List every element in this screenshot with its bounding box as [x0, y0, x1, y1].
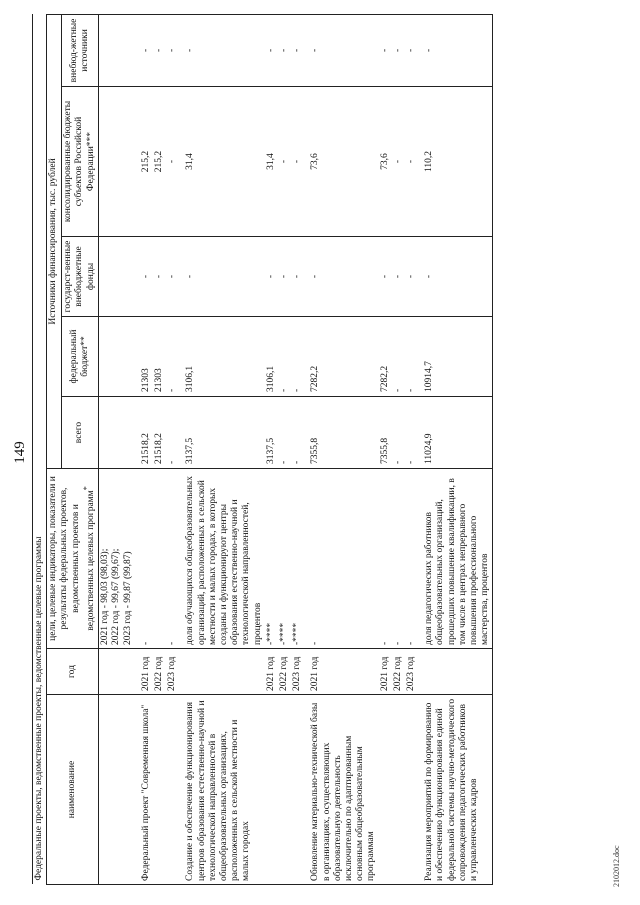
row-federal: 10914,7	[418, 317, 493, 397]
row-name: Реализация мероприятий по формированию и обеспечению функционирования единой федеральной системы научно-методического сопровождения педагогических работников и управленческих кадров	[418, 695, 493, 885]
row-indicator: доля педагогических работников общеобразовательных организаций, прошедших повышение квалификации, в том числе в центрах непрерывного повышения профессионального мастерства, процентов	[418, 469, 493, 649]
row-name	[405, 695, 418, 885]
row-extra: -	[405, 14, 418, 86]
row-total: -	[392, 397, 405, 469]
header-name: наименование	[47, 695, 99, 885]
row-name: Обновление материально-технической базы в организациях, осуществляющих образовательную деятельность исключительно по адаптированным основным общеобразовательным программам	[304, 695, 378, 885]
table-row	[304, 14, 378, 884]
row-total: 3137,5	[265, 397, 278, 469]
row-total: 3137,5	[179, 397, 264, 469]
header-federal: федеральный бюджет**	[61, 317, 98, 397]
row-name	[291, 695, 304, 885]
row-total: -	[166, 397, 179, 469]
row-state-funds: -	[405, 237, 418, 317]
row-regional: -	[405, 87, 418, 237]
row-state-funds: -	[291, 237, 304, 317]
row-state-funds: -	[265, 237, 278, 317]
row-extra: -	[166, 14, 179, 86]
row-indicator: -****	[265, 469, 278, 649]
table-row	[278, 14, 291, 884]
row-total: -	[278, 397, 291, 469]
row-name	[99, 695, 135, 885]
row-regional: 110,2	[418, 87, 493, 237]
table-title-row	[33, 14, 47, 884]
row-indicator: 2021 год - 98,03 (98,03); 2022 год - 99,67 (99,67); 2023 год - 99,87 (99,87)	[99, 469, 135, 649]
table-row	[99, 14, 135, 884]
row-extra: -	[379, 14, 392, 86]
row-name	[379, 695, 392, 885]
row-indicator: -	[135, 469, 153, 649]
row-federal: -	[405, 317, 418, 397]
row-state-funds: -	[166, 237, 179, 317]
row-federal	[99, 317, 135, 397]
row-federal: -	[166, 317, 179, 397]
row-state-funds: -	[379, 237, 392, 317]
table-row	[265, 14, 278, 884]
row-extra: -	[135, 14, 153, 86]
row-regional: 215,2	[135, 87, 153, 237]
row-extra: -	[392, 14, 405, 86]
row-extra: -	[179, 14, 264, 86]
row-indicator: доля обучающихся общеобразовательных организаций, расположенных в сельской местности и малых городах, в которых созданы и функционируют центры образования естественно-научной и технологической направленностей, процентов	[179, 469, 264, 649]
header-state-funds: государст-венные внебюджетные фонды	[61, 237, 98, 317]
row-year: 2022 год	[392, 649, 405, 695]
financing-table	[32, 14, 493, 885]
row-regional: 73,6	[379, 87, 392, 237]
row-total: -	[405, 397, 418, 469]
table-row	[392, 14, 405, 884]
row-year: 2021 год	[135, 649, 153, 695]
header-indicators-mark: *	[81, 486, 91, 491]
row-total: 21518,2	[153, 397, 166, 469]
header-indicators-text: цели, целевые индикаторы, показатели и результаты федеральных проектов, ведомственных проектов и ведомственных целевых программ	[48, 476, 96, 641]
header-regional: консолидированные бюджеты субъектов Российской Федерации***	[61, 87, 98, 237]
row-state-funds: -	[153, 237, 166, 317]
row-year	[179, 649, 264, 695]
row-extra: -	[304, 14, 378, 86]
row-regional: 73,6	[304, 87, 378, 237]
header-year: год	[47, 649, 99, 695]
row-total: 11024,9	[418, 397, 493, 469]
row-total: 7355,8	[304, 397, 378, 469]
row-state-funds: -	[278, 237, 291, 317]
row-total: -	[291, 397, 304, 469]
row-name	[392, 695, 405, 885]
row-name: Создание и обеспечение функционирования центров образования естественно-научной и технологической направленностей в общеобразовательных организациях, расположенных в сельской местности и малых городах	[179, 695, 264, 885]
header-financing: Источники финансирования, тыс. рублей	[47, 14, 62, 468]
row-extra: -	[291, 14, 304, 86]
header-indicators	[47, 469, 99, 649]
table-row	[418, 14, 493, 884]
row-name	[153, 695, 166, 885]
row-state-funds	[99, 237, 135, 317]
row-federal: 3106,1	[179, 317, 264, 397]
table-row	[166, 14, 179, 884]
row-total: 21518,2	[135, 397, 153, 469]
row-year: 2023 год	[405, 649, 418, 695]
row-indicator	[153, 469, 166, 649]
row-year: 2021 год	[304, 649, 378, 695]
page-number: 149	[12, 441, 28, 464]
row-state-funds: -	[418, 237, 493, 317]
row-extra: -	[278, 14, 291, 86]
table-row	[405, 14, 418, 884]
table-row	[179, 14, 264, 884]
row-indicator: -	[405, 469, 418, 649]
header-extra: внебюд-жетные источники	[61, 14, 98, 86]
row-regional: 215,2	[153, 87, 166, 237]
row-indicator: -	[392, 469, 405, 649]
row-indicator: -	[304, 469, 378, 649]
row-regional: -	[278, 87, 291, 237]
row-regional: -	[392, 87, 405, 237]
row-year: 2022 год	[153, 649, 166, 695]
row-indicator: -****	[278, 469, 291, 649]
row-year: 2021 год	[265, 649, 278, 695]
row-state-funds: -	[135, 237, 153, 317]
row-year: 2023 год	[166, 649, 179, 695]
row-regional: 31,4	[179, 87, 264, 237]
row-federal: -	[278, 317, 291, 397]
file-name: 2102012.doc	[612, 845, 621, 887]
row-federal: 21303	[153, 317, 166, 397]
row-state-funds: -	[392, 237, 405, 317]
row-extra: -	[418, 14, 493, 86]
row-regional: -	[291, 87, 304, 237]
table-title: Федеральные проекты, ведомственные проекты, ведомственные целевые программы	[33, 14, 47, 884]
row-regional	[99, 87, 135, 237]
row-total: 7355,8	[379, 397, 392, 469]
row-federal: -	[291, 317, 304, 397]
table-row	[379, 14, 392, 884]
row-regional: -	[166, 87, 179, 237]
row-name	[265, 695, 278, 885]
row-name	[166, 695, 179, 885]
row-regional: 31,4	[265, 87, 278, 237]
header-row-1	[47, 14, 62, 884]
row-extra	[99, 14, 135, 86]
row-year	[418, 649, 493, 695]
row-year: 2023 год	[291, 649, 304, 695]
row-year	[99, 649, 135, 695]
table-row	[153, 14, 166, 884]
row-indicator: -	[379, 469, 392, 649]
row-federal: -	[392, 317, 405, 397]
row-name	[278, 695, 291, 885]
table-row	[135, 14, 153, 884]
row-name: Федеральный проект "Современная школа"	[135, 695, 153, 885]
row-extra: -	[265, 14, 278, 86]
row-indicator: -****	[291, 469, 304, 649]
row-federal: 21303	[135, 317, 153, 397]
table-body	[99, 14, 493, 884]
row-total	[99, 397, 135, 469]
header-total: всего	[61, 397, 98, 469]
row-state-funds: -	[304, 237, 378, 317]
row-state-funds: -	[179, 237, 264, 317]
row-indicator: -	[166, 469, 179, 649]
row-federal: 7282,2	[304, 317, 378, 397]
row-year: 2021 год	[379, 649, 392, 695]
row-extra: -	[153, 14, 166, 86]
row-year: 2022 год	[278, 649, 291, 695]
row-federal: 7282,2	[379, 317, 392, 397]
row-federal: 3106,1	[265, 317, 278, 397]
table-row	[291, 14, 304, 884]
